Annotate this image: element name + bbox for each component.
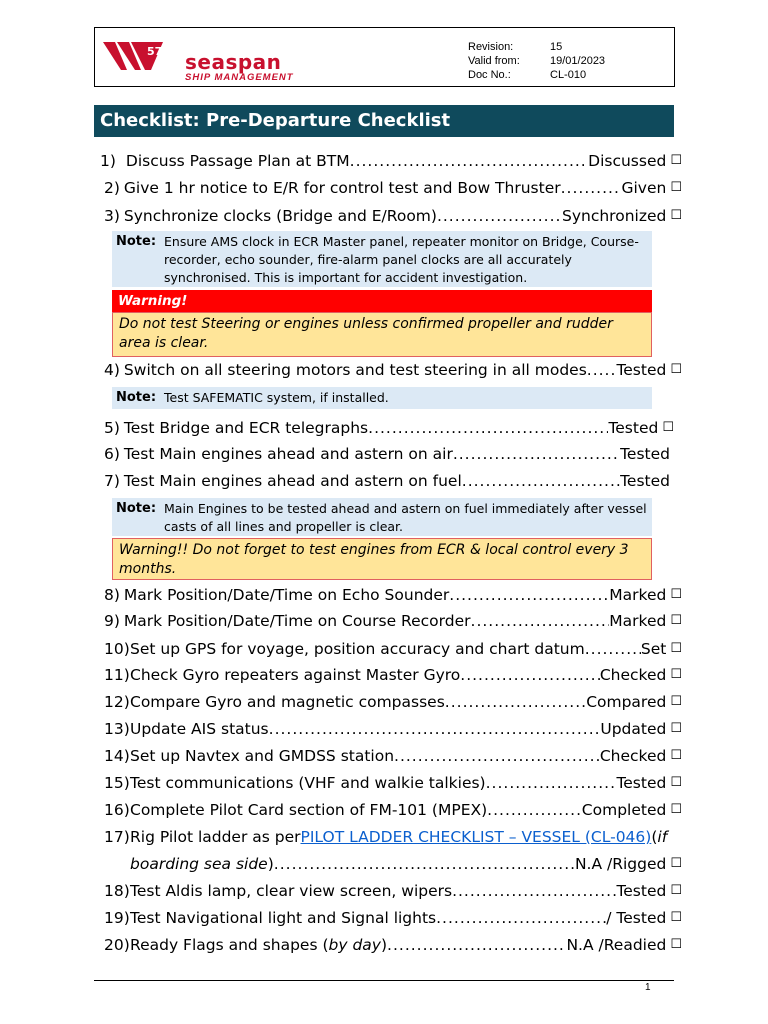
checkbox-icon[interactable]: ☐ xyxy=(670,721,682,736)
note-text: Main Engines to be tested ahead and astern on fuel immediately after vessel casts of all lines and propeller is clear. xyxy=(164,501,647,534)
seaspan-logo xyxy=(103,40,294,83)
note-box xyxy=(112,498,652,536)
revision-value: 15 xyxy=(550,41,563,53)
checklist-item: 9) Mark Position/Date/Time on Course Recorder ..... Marked ☐ xyxy=(104,608,682,634)
checkbox-icon[interactable]: ☐ xyxy=(670,208,682,223)
valid-from-label: Valid from: xyxy=(468,55,520,67)
checkbox-icon[interactable]: ☐ xyxy=(670,856,682,871)
checkbox-icon[interactable]: ☐ xyxy=(670,587,682,602)
checklist-item: 16) Complete Pilot Card section of FM-101 (MPEX) ..... Completed ☐ xyxy=(104,797,682,823)
checkbox-icon[interactable]: ☐ xyxy=(670,748,682,763)
logo-wordmark: seaspan xyxy=(185,50,282,74)
checklist-item: 8) Mark Position/Date/Time on Echo Sounder ..... Marked ☐ xyxy=(104,582,682,608)
checkbox-icon[interactable]: ☐ xyxy=(670,641,682,656)
checklist-item: 7) Test Main engines ahead and astern on fuel ..... Tested xyxy=(104,468,670,494)
svg-text:57: 57 xyxy=(147,45,163,58)
document-meta xyxy=(468,40,605,82)
checkbox-icon[interactable]: ☐ xyxy=(670,910,682,925)
checkbox-icon[interactable]: ☐ xyxy=(670,802,682,817)
checklist-item: 20) Ready Flags and shapes ( by day ) ..... N.A /Readied ☐ xyxy=(104,932,682,958)
logo-subtitle: SHIP MANAGEMENT xyxy=(185,72,294,83)
checklist-item: 3) Synchronize clocks (Bridge and E/Room) ..... Synchronized ☐ xyxy=(104,203,682,229)
checkbox-icon[interactable]: ☐ xyxy=(670,883,682,898)
page-number: 1 xyxy=(645,982,651,993)
checkbox-icon[interactable]: ☐ xyxy=(662,420,674,435)
checklist-item: 11) Check Gyro repeaters against Master Gyro ..... Checked ☐ xyxy=(104,662,682,688)
valid-from-value: 19/01/2023 xyxy=(550,55,606,67)
checklist-item: 14) Set up Navtex and GMDSS station ..... Checked ☐ xyxy=(104,743,682,769)
page-title: Checklist: Pre-Departure Checklist xyxy=(94,105,674,137)
checkbox-icon[interactable]: ☐ xyxy=(670,667,682,682)
checkbox-icon[interactable]: ☐ xyxy=(670,613,682,628)
checklist-item: 15) Test communications (VHF and walkie talkies) ..... Tested ☐ xyxy=(104,770,682,796)
checklist-item: 19) Test Navigational light and Signal lights ..... / Tested ☐ xyxy=(104,905,682,931)
checkbox-icon[interactable]: ☐ xyxy=(670,153,682,168)
checklist-item: 5) Test Bridge and ECR telegraphs ..... Tested ☐ xyxy=(104,415,674,441)
note-text: Ensure AMS clock in ECR Master panel, repeater monitor on Bridge, Course-recorder, echo sounder, fire-alarm panel clocks are all accurately synchronised. This is important for accident investigation. xyxy=(164,234,639,285)
checklist-item-continuation: boarding sea side ) ..... N.A /Rigged ☐ xyxy=(130,851,682,877)
checklist-item: 13) Update AIS status ..... Updated ☐ xyxy=(104,716,682,742)
warning-text: Warning!! Do not forget to test engines from ECR & local control every 3 months. xyxy=(112,538,652,580)
warning-header: Warning! xyxy=(112,290,652,312)
checklist-item: 12) Compare Gyro and magnetic compasses ..... Compared ☐ xyxy=(104,689,682,715)
checklist-item: 17) Rig Pilot ladder as per PILOT LADDER CHECKLIST – VESSEL (CL-046) ( if xyxy=(104,824,682,850)
checkbox-icon[interactable]: ☐ xyxy=(670,180,682,195)
note-label: Note: xyxy=(116,234,157,249)
note-box xyxy=(112,387,652,409)
checklist-item: 10) Set up GPS for voyage, position accuracy and chart datum ..... Set ☐ xyxy=(104,636,682,662)
checkbox-icon[interactable]: ☐ xyxy=(670,775,682,790)
checklist-item: 18) Test Aldis lamp, clear view screen, wipers ..... Tested ☐ xyxy=(104,878,682,904)
warning-text: Do not test Steering or engines unless confirmed propeller and rudder area is clear. xyxy=(112,312,652,357)
checkbox-icon[interactable]: ☐ xyxy=(670,362,682,377)
note-label: Note: xyxy=(116,501,157,516)
doc-no-label: Doc No.: xyxy=(468,69,511,81)
checkbox-icon[interactable]: ☐ xyxy=(670,694,682,709)
checkbox-icon[interactable]: ☐ xyxy=(670,937,682,952)
pilot-ladder-checklist-link[interactable]: PILOT LADDER CHECKLIST – VESSEL (CL-046) xyxy=(300,828,652,846)
document-header xyxy=(94,27,675,87)
revision-label: Revision: xyxy=(468,41,514,53)
checklist-item: 2) Give 1 hr notice to E/R for control test and Bow Thruster ..... Given ☐ xyxy=(104,175,682,201)
checklist-item: 6) Test Main engines ahead and astern on air ..... Tested xyxy=(104,441,670,467)
doc-no-value: CL-010 xyxy=(550,69,587,81)
note-box xyxy=(112,231,652,287)
note-label: Note: xyxy=(116,390,157,405)
note-text: Test SAFEMATIC system, if installed. xyxy=(164,390,389,405)
seaspan-logo-mark xyxy=(103,40,173,76)
checklist-item: 4) Switch on all steering motors and test steering in all modes ..... Tested ☐ xyxy=(104,357,682,383)
checklist-item: 1) Discuss Passage Plan at BTM ..... Discussed ☐ xyxy=(100,148,682,174)
footer-divider xyxy=(94,980,674,981)
